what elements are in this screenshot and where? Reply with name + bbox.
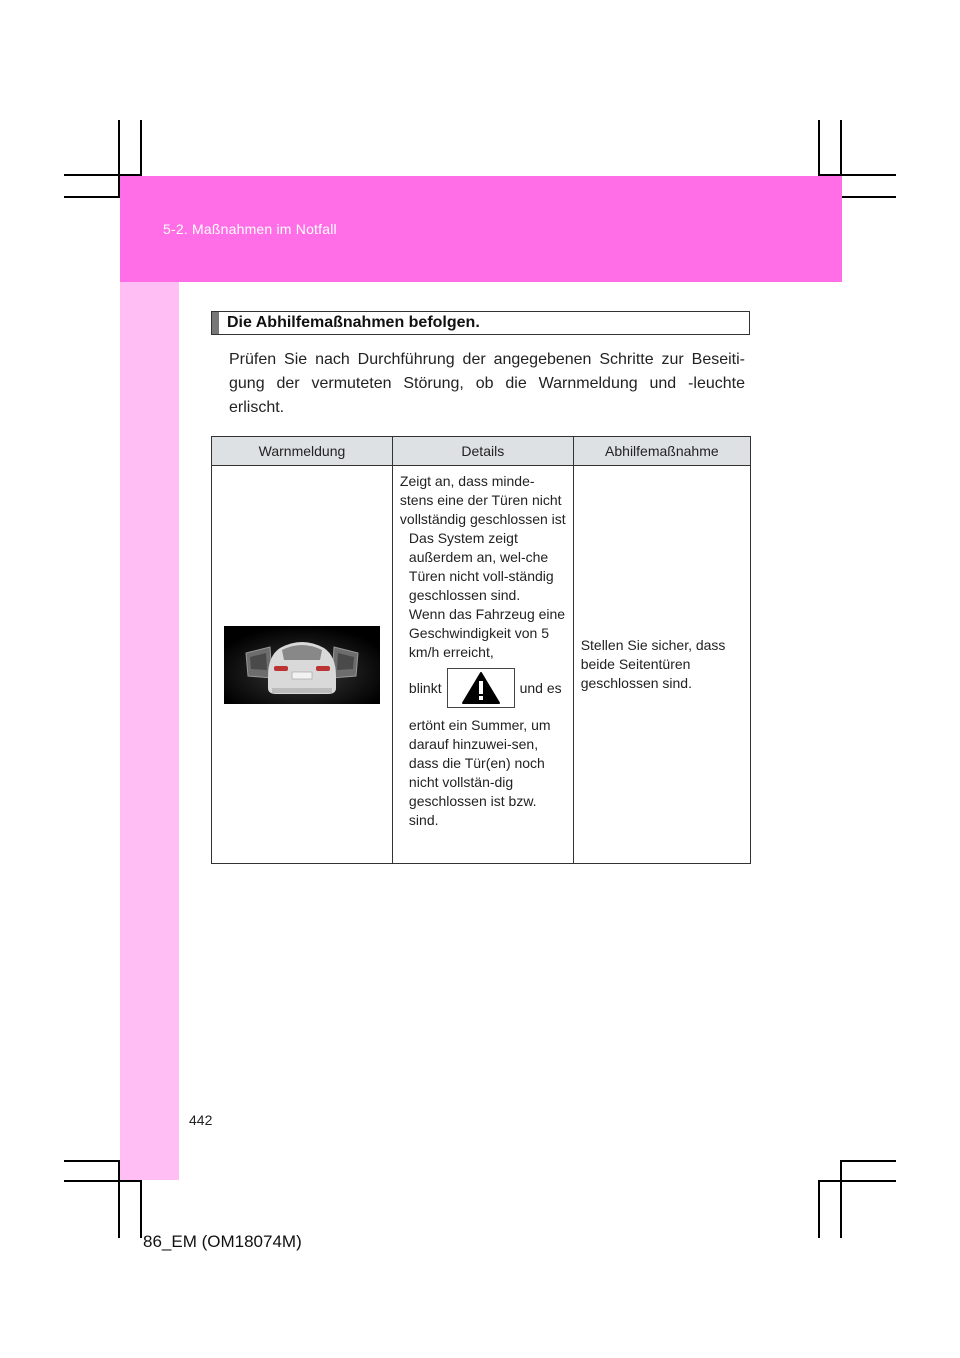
details-sub1: Das System zeigt außerdem an, wel-che Türen nicht voll-ständig geschlossen sind. [408, 530, 554, 603]
crop-mark [842, 1160, 896, 1162]
crop-mark [64, 1180, 142, 1182]
table-header-row [212, 437, 751, 466]
section-heading [211, 311, 750, 335]
crop-mark [818, 1180, 896, 1182]
details-sub2: Wenn das Fahrzeug eine Geschwindigkeit von 5 km/h erreicht, [408, 606, 566, 660]
warning-triangle-icon [447, 668, 515, 708]
crop-mark [842, 196, 896, 198]
warning-table [211, 436, 751, 864]
side-strip [120, 282, 179, 1180]
details-cell [392, 466, 573, 864]
heading-bar [212, 312, 219, 334]
intro-paragraph: Prüfen Sie nach Durchführung der angegebenen Schritte zur Beseiti-gung der vermuteten Störung, ob die Warnmeldung und -leuchte erlischt. [229, 351, 745, 416]
header-abhilfe: Abhilfemaßnahme [573, 437, 750, 466]
details-sub3: ertönt ein Summer, um darauf hinzuwei-sen, dass die Tür(en) noch nicht vollstän-dig geschlossen ist bzw. sind. [408, 717, 551, 828]
crop-mark [64, 196, 120, 198]
action-cell: Stellen Sie sicher, dass beide Seitentüren geschlossen sind. [573, 466, 750, 864]
header-details: Details [392, 437, 573, 466]
crop-mark [840, 1160, 842, 1238]
blink-row [400, 668, 567, 708]
footer-code: 86_EM (OM18074M) [143, 1232, 302, 1251]
section-label: 5-2. Maßnahmen im Notfall [163, 221, 337, 237]
crop-mark [140, 1180, 142, 1238]
header-warnmeldung: Warnmeldung [212, 437, 393, 466]
crop-mark [818, 1180, 820, 1238]
warning-image-cell [212, 466, 393, 864]
blink-after: und es [519, 679, 562, 696]
door-open-warning-icon [224, 626, 380, 704]
heading-text: Die Abhilfemaßnahmen befolgen. [227, 314, 480, 331]
table-row [212, 466, 751, 864]
page-number: 442 [189, 1112, 213, 1128]
crop-mark [64, 1160, 120, 1162]
details-main: Zeigt an, dass minde-stens eine der Türen nicht vollständig geschlossen ist [399, 473, 566, 527]
blink-before: blinkt [408, 679, 442, 696]
